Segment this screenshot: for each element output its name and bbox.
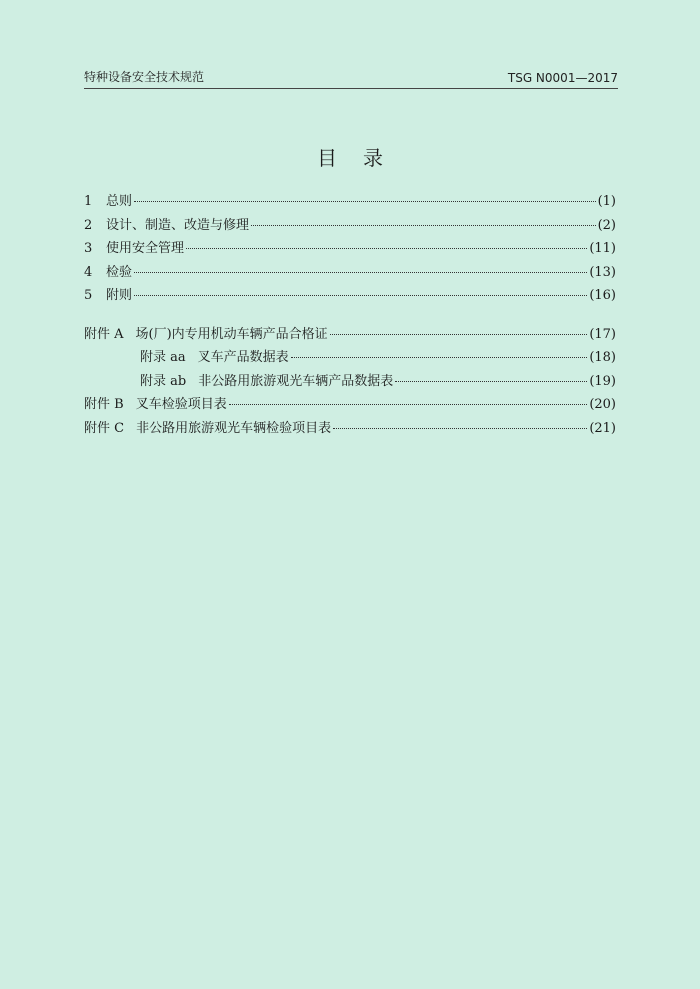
toc-label: 叉车产品数据表 (197, 350, 289, 365)
toc-page: (16) (589, 288, 616, 303)
toc-page: (2) (597, 217, 616, 233)
toc-appendix-c[interactable] (84, 417, 616, 441)
toc-entry-3[interactable] (84, 237, 616, 261)
table-of-contents (84, 190, 616, 440)
toc-appendix-aa[interactable] (84, 346, 616, 370)
toc-entry-1[interactable] (84, 190, 616, 214)
toc-page: (18) (589, 350, 616, 365)
dot-leader (134, 272, 587, 273)
toc-number: 2 (84, 217, 93, 233)
toc-entry-4[interactable] (84, 261, 616, 285)
toc-page: (1) (597, 194, 616, 209)
toc-label: 设计、制造、改造与修理 (106, 217, 250, 233)
toc-page: (11) (589, 241, 616, 256)
toc-page: (17) (589, 326, 616, 342)
toc-label: 使用安全管理 (106, 241, 185, 256)
toc-prefix: 附录 aa (140, 350, 186, 365)
header-left: 特种设备安全技术规范 (84, 70, 205, 84)
toc-label: 场(厂)内专用机动车辆产品合格证 (135, 326, 328, 342)
toc-entry-5[interactable] (84, 284, 616, 308)
dot-leader (229, 404, 588, 405)
toc-label: 非公路用旅游观光车辆产品数据表 (198, 373, 394, 389)
toc-page: (20) (589, 397, 616, 412)
dot-leader (251, 225, 596, 226)
dot-leader (134, 295, 587, 296)
toc-prefix: 附录 ab (140, 373, 187, 389)
toc-prefix: 附件 B (84, 397, 124, 412)
toc-appendix-ab[interactable] (84, 370, 616, 394)
dot-leader (395, 381, 587, 382)
toc-label: 总则 (106, 194, 133, 209)
dot-leader (291, 357, 588, 358)
toc-number: 4 (84, 264, 93, 280)
toc-appendix-b[interactable] (84, 393, 616, 417)
dot-leader (186, 248, 587, 249)
toc-label: 非公路用旅游观光车辆检验项目表 (136, 420, 332, 436)
toc-entry-2[interactable] (84, 214, 616, 238)
toc-number: 3 (84, 241, 93, 256)
toc-prefix: 附件 A (84, 326, 124, 342)
toc-page: (13) (589, 264, 616, 280)
running-header (84, 68, 618, 89)
section-spacer (84, 308, 616, 323)
toc-page: (21) (589, 420, 616, 436)
dot-leader (134, 201, 596, 202)
toc-label: 附则 (106, 288, 133, 303)
toc-label: 检验 (106, 264, 133, 280)
header-right: TSG N0001—2017 (507, 71, 618, 85)
dot-leader (330, 334, 588, 335)
toc-page: (19) (589, 373, 616, 389)
dot-leader (333, 428, 587, 429)
toc-number: 5 (84, 288, 93, 303)
toc-appendix-a[interactable] (84, 323, 616, 347)
toc-prefix: 附件 C (84, 420, 125, 436)
page-title: 目录 (317, 146, 409, 170)
toc-label: 叉车检验项目表 (135, 397, 227, 412)
toc-number: 1 (84, 194, 93, 209)
